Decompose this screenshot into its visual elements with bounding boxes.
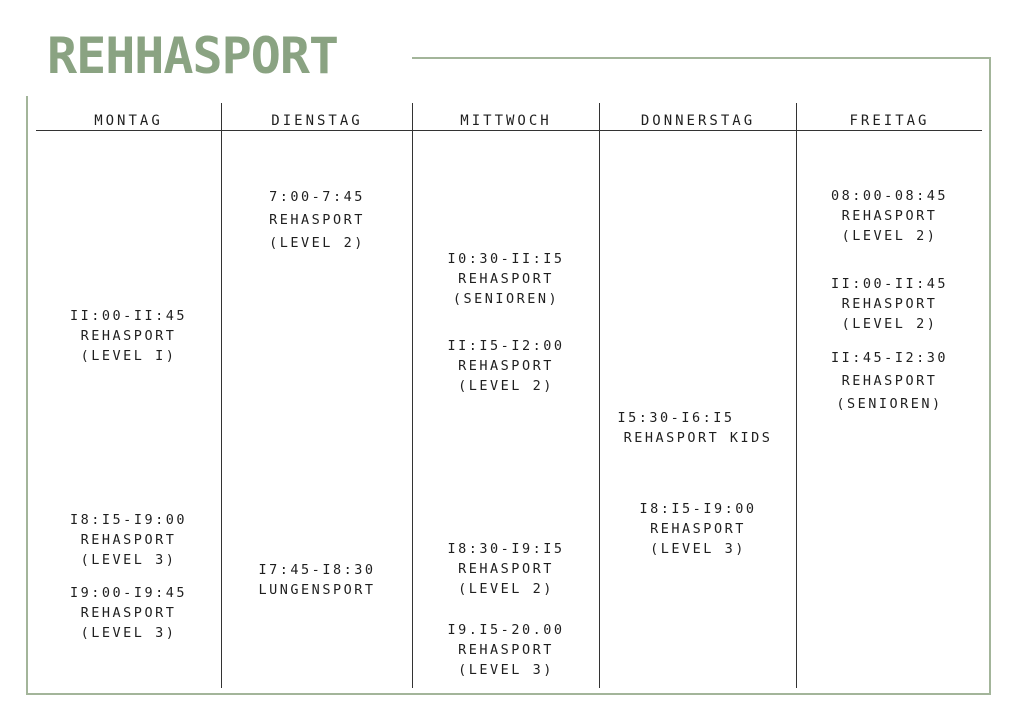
class-entry xyxy=(222,560,412,600)
class-entry xyxy=(797,274,982,334)
class-time: II:45-I2:30 xyxy=(831,350,948,366)
class-level: (LEVEL 3) xyxy=(458,662,554,678)
day-header-dienstag: DIENSTAG xyxy=(271,113,363,129)
class-level: (LEVEL 3) xyxy=(80,552,177,568)
class-entry xyxy=(36,510,221,570)
class-entry xyxy=(600,499,796,559)
class-entry xyxy=(797,347,982,416)
class-name: REHASPORT KIDS xyxy=(623,430,773,446)
class-name: REHASPORT xyxy=(80,532,177,548)
class-time: 08:00-08:45 xyxy=(831,188,948,204)
class-time: I8:I5-I9:00 xyxy=(639,501,757,517)
class-level: (SENIOREN) xyxy=(836,396,943,412)
class-name: REHASPORT xyxy=(458,271,554,287)
class-time: I8:30-I9:I5 xyxy=(447,541,565,557)
class-time: I5:30-I6:I5 xyxy=(617,410,735,426)
day-header-mittwoch: MITTWOCH xyxy=(460,113,552,129)
column-divider xyxy=(599,103,600,688)
frame-line-left xyxy=(26,96,28,695)
class-time: I8:I5-I9:00 xyxy=(70,512,187,528)
class-entry xyxy=(600,408,796,448)
class-time: II:I5-I2:00 xyxy=(447,338,565,354)
class-name: REHASPORT xyxy=(80,605,177,621)
class-time: I7:45-I8:30 xyxy=(258,562,376,578)
class-time: I0:30-II:I5 xyxy=(447,251,565,267)
page-title: REHHASPORT xyxy=(47,27,339,85)
class-entry xyxy=(36,583,221,643)
class-name: REHASPORT xyxy=(458,642,554,658)
class-entry xyxy=(797,186,982,246)
class-entry xyxy=(36,306,221,366)
class-name: REHASPORT xyxy=(269,212,365,228)
class-entry xyxy=(413,539,599,599)
class-name: REHASPORT xyxy=(458,358,554,374)
frame-line-right xyxy=(989,57,991,695)
class-name: REHASPORT xyxy=(650,521,746,537)
day-header-freitag: FREITAG xyxy=(849,113,930,129)
class-name: LUNGENSPORT xyxy=(258,582,376,598)
class-time: 7:00-7:45 xyxy=(269,189,365,205)
class-level: (LEVEL 2) xyxy=(269,235,365,251)
class-name: REHASPORT xyxy=(841,296,938,312)
class-entry xyxy=(413,249,599,309)
frame-line-bottom xyxy=(26,693,991,695)
class-level: (LEVEL 2) xyxy=(458,581,554,597)
class-level: (LEVEL 2) xyxy=(458,378,554,394)
class-level: (LEVEL I) xyxy=(80,348,177,364)
class-level: (LEVEL 2) xyxy=(841,228,938,244)
class-name: REHASPORT xyxy=(841,208,938,224)
frame-line-top xyxy=(412,57,991,59)
class-level: (SENIOREN) xyxy=(452,291,560,307)
class-name: REHASPORT xyxy=(841,373,938,389)
class-entry xyxy=(413,336,599,396)
class-entry xyxy=(413,620,599,680)
class-level: (LEVEL 3) xyxy=(80,625,177,641)
class-level: (LEVEL 3) xyxy=(650,541,746,557)
class-time: I9.I5-20.00 xyxy=(447,622,565,638)
class-time: II:00-II:45 xyxy=(70,308,187,324)
day-header-donnerstag: DONNERSTAG xyxy=(640,113,756,129)
class-name: REHASPORT xyxy=(80,328,177,344)
class-entry xyxy=(222,186,412,255)
class-time: I9:00-I9:45 xyxy=(70,585,187,601)
class-name: REHASPORT xyxy=(458,561,554,577)
class-time: II:00-II:45 xyxy=(831,276,948,292)
day-header-montag: MONTAG xyxy=(94,113,163,129)
class-level: (LEVEL 2) xyxy=(841,316,938,332)
